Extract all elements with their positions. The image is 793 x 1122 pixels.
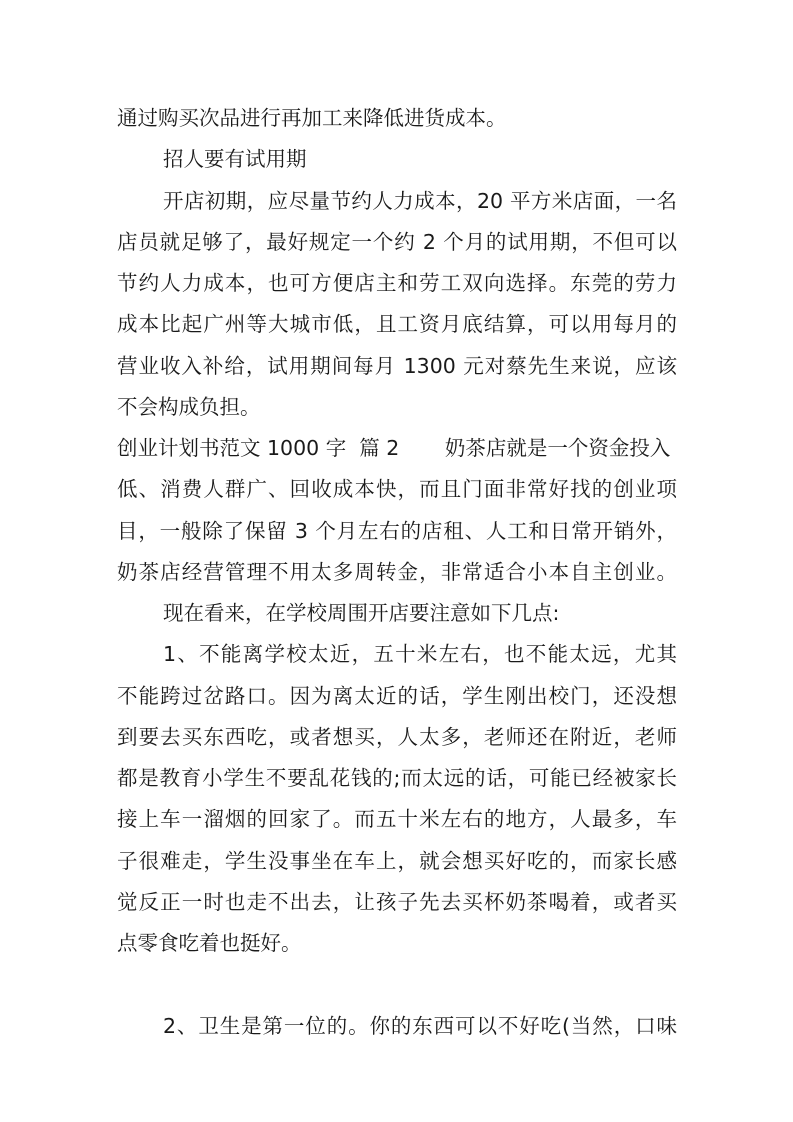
paragraph-line: 开店初期，应尽量节约人力成本，20 平方米店面，一名 (163, 189, 677, 213)
paragraph-line: 通过购买次品进行再加工来降低进货成本。 (117, 106, 507, 130)
paragraph-line: 奶茶店经营管理不用太多周转金，非常适合小本自主创业。 (117, 560, 677, 584)
paragraph-line: 觉反正一时也走不出去，让孩子先去买杯奶茶喝着，或者买 (117, 890, 677, 914)
paragraph-line: 不能跨过岔路口。因为离太近的话，学生刚出校门，还没想 (117, 684, 677, 708)
paragraph-line: 子很难走，学生没事坐在车上，就会想买好吃的，而家长感 (117, 849, 677, 873)
list-item-line: 1、不能离学校太近，五十米左右，也不能太远，尤其 (163, 642, 677, 666)
paragraph-line: 低、消费人群广、回收成本快，而且门面非常好找的创业项 (117, 477, 677, 501)
paragraph-line: 营业收入补给，试用期间每月 1300 元对蔡先生来说，应该 (117, 354, 677, 378)
paragraph-line: 不会构成负担。 (117, 395, 261, 419)
paragraph-line: 成本比起广州等大城市低，且工资月底结算，可以用每月的 (117, 312, 677, 336)
section-heading: 招人要有试用期 (163, 147, 307, 171)
paragraph-line: 都是教育小学生不要乱花钱的;而太远的话，可能已经被家长 (117, 766, 677, 790)
paragraph-line: 节约人力成本，也可方便店主和劳工双向选择。东莞的劳力 (117, 271, 677, 295)
paragraph-line: 点零食吃着也挺好。 (117, 931, 302, 955)
paragraph-line: 现在看来，在学校周围开店要注意如下几点: (163, 601, 560, 625)
paragraph-line: 到要去买东西吃，或者想买，人太多，老师还在附近，老师 (117, 725, 677, 749)
paragraph-line: 店员就足够了，最好规定一个约 2 个月的试用期，不但可以 (117, 230, 677, 254)
paragraph-line: 目，一般除了保留 3 个月左右的店租、人工和日常开销外， (117, 519, 677, 543)
article-title-line: 创业计划书范文 1000 字 篇 2 奶茶店就是一个资金投入 (117, 436, 671, 460)
list-item-line: 2、卫生是第一位的。你的东西可以不好吃(当然，口味 (163, 1014, 677, 1038)
paragraph-line: 接上车一溜烟的回家了。而五十米左右的地方，人最多，车 (117, 807, 677, 831)
